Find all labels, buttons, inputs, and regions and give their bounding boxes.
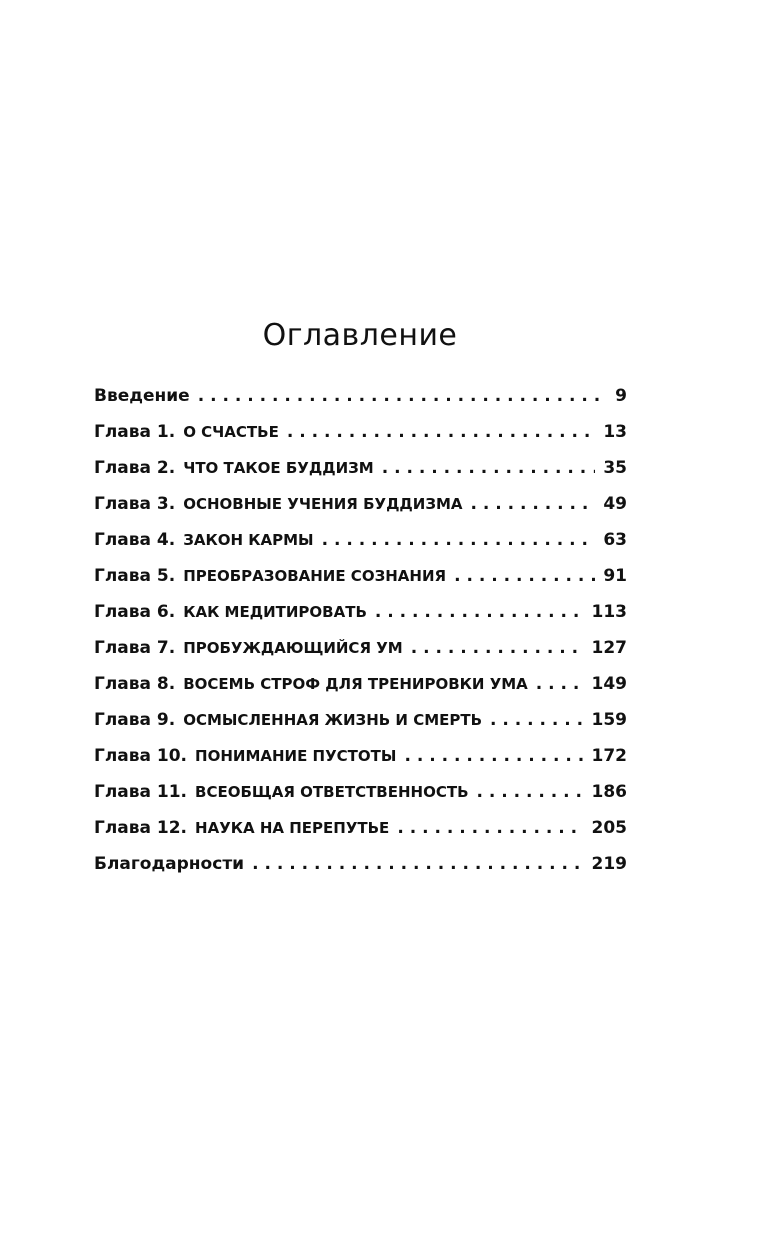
toc-entry-page: 91	[603, 566, 627, 586]
toc-entry-label	[94, 602, 367, 622]
dot-leader	[375, 602, 584, 622]
toc-entry-chapter-7[interactable]	[94, 638, 627, 674]
toc-entry-chapter-9[interactable]	[94, 710, 627, 746]
toc-entry-chapter-6[interactable]	[94, 602, 627, 638]
toc-entry-title: ПРОБУЖДАЮЩИЙСЯ УМ	[183, 639, 403, 657]
toc-entry-title: ОСМЫСЛЕННАЯ ЖИЗНЬ И СМЕРТЬ	[183, 711, 483, 729]
toc-entry-title: НАУКА НА ПЕРЕПУТЬЕ	[195, 819, 390, 837]
toc-entry-prefix: Глава 8.	[94, 674, 176, 694]
toc-entry-title: КАК МЕДИТИРОВАТЬ	[183, 603, 367, 621]
toc-entry-chapter-8[interactable]	[94, 674, 627, 710]
toc-entry-title: ЗАКОН КАРМЫ	[183, 531, 314, 549]
toc-entry-chapter-4[interactable]	[94, 530, 627, 566]
toc-entry-page: 49	[603, 494, 627, 514]
dot-leader	[454, 566, 595, 586]
dot-leader	[382, 458, 596, 478]
toc-entry-label	[94, 782, 469, 802]
toc-entry-page: 159	[591, 710, 627, 730]
dot-leader	[471, 494, 596, 514]
toc-entry-page: 149	[591, 674, 627, 694]
dot-leader	[322, 530, 596, 550]
dot-leader	[198, 386, 607, 406]
dot-leader	[536, 674, 584, 694]
dot-leader	[404, 746, 583, 766]
toc-entry-label	[94, 386, 190, 406]
toc-entry-prefix: Глава 2.	[94, 458, 176, 478]
dot-leader	[287, 422, 595, 442]
toc-entry-prefix: Глава 6.	[94, 602, 176, 622]
toc-entry-title: ОСНОВНЫЕ УЧЕНИЯ БУДДИЗМА	[183, 495, 463, 513]
toc-entry-page: 127	[591, 638, 627, 658]
toc-entry-label	[94, 674, 528, 694]
toc-entry-introduction[interactable]	[94, 386, 627, 422]
toc-entry-prefix: Глава 1.	[94, 422, 176, 442]
toc-entry-chapter-2[interactable]	[94, 458, 627, 494]
dot-leader	[252, 854, 583, 874]
toc-entry-label	[94, 854, 244, 874]
toc-entry-label	[94, 422, 279, 442]
toc-entry-chapter-5[interactable]	[94, 566, 627, 602]
toc-entry-prefix: Глава 7.	[94, 638, 176, 658]
toc-entry-page: 219	[591, 854, 627, 874]
toc-entry-page: 9	[615, 386, 627, 406]
toc-entry-page: 113	[591, 602, 627, 622]
toc-entry-prefix: Глава 5.	[94, 566, 176, 586]
toc-entry-prefix: Глава 12.	[94, 818, 188, 838]
dot-leader	[477, 782, 584, 802]
toc-entry-prefix: Глава 10.	[94, 746, 188, 766]
toc-entry-title: ВСЕОБЩАЯ ОТВЕТСТВЕННОСТЬ	[195, 783, 469, 801]
dot-leader	[411, 638, 584, 658]
toc-entry-label	[94, 494, 463, 514]
toc-entry-chapter-12[interactable]	[94, 818, 627, 854]
toc-entry-title: ПОНИМАНИЕ ПУСТОТЫ	[195, 747, 397, 765]
toc-entry-title: ЧТО ТАКОЕ БУДДИЗМ	[183, 459, 374, 477]
toc-entry-prefix: Благодарности	[94, 854, 245, 874]
toc-entry-page: 172	[591, 746, 627, 766]
toc-entry-title: ПРЕОБРАЗОВАНИЕ СОЗНАНИЯ	[183, 567, 447, 585]
toc-entry-label	[94, 710, 482, 730]
toc-entry-title: ВОСЕМЬ СТРОФ ДЛЯ ТРЕНИРОВКИ УМА	[183, 675, 528, 693]
toc-entry-label	[94, 638, 403, 658]
toc-entry-acknowledgements[interactable]	[94, 854, 627, 890]
toc-entry-chapter-10[interactable]	[94, 746, 627, 782]
toc-entry-title: О СЧАСТЬЕ	[183, 423, 279, 441]
toc-entry-chapter-3[interactable]	[94, 494, 627, 530]
toc-entry-label	[94, 566, 446, 586]
toc-entry-prefix: Введение	[94, 386, 190, 406]
toc-entry-prefix: Глава 11.	[94, 782, 188, 802]
dot-leader	[490, 710, 583, 730]
toc-entry-page: 63	[603, 530, 627, 550]
toc-entry-prefix: Глава 4.	[94, 530, 176, 550]
toc-entry-label	[94, 530, 314, 550]
page-title: Оглавление	[262, 318, 458, 353]
toc-entry-page: 205	[591, 818, 627, 838]
toc-entry-label	[94, 818, 389, 838]
dot-leader	[397, 818, 583, 838]
table-of-contents	[94, 386, 627, 890]
toc-entry-page: 13	[603, 422, 627, 442]
toc-entry-page: 35	[603, 458, 627, 478]
toc-entry-label	[94, 746, 396, 766]
toc-entry-prefix: Глава 9.	[94, 710, 176, 730]
toc-entry-page: 186	[591, 782, 627, 802]
toc-entry-chapter-1[interactable]	[94, 422, 627, 458]
toc-entry-label	[94, 458, 374, 478]
toc-entry-chapter-11[interactable]	[94, 782, 627, 818]
toc-entry-prefix: Глава 3.	[94, 494, 176, 514]
